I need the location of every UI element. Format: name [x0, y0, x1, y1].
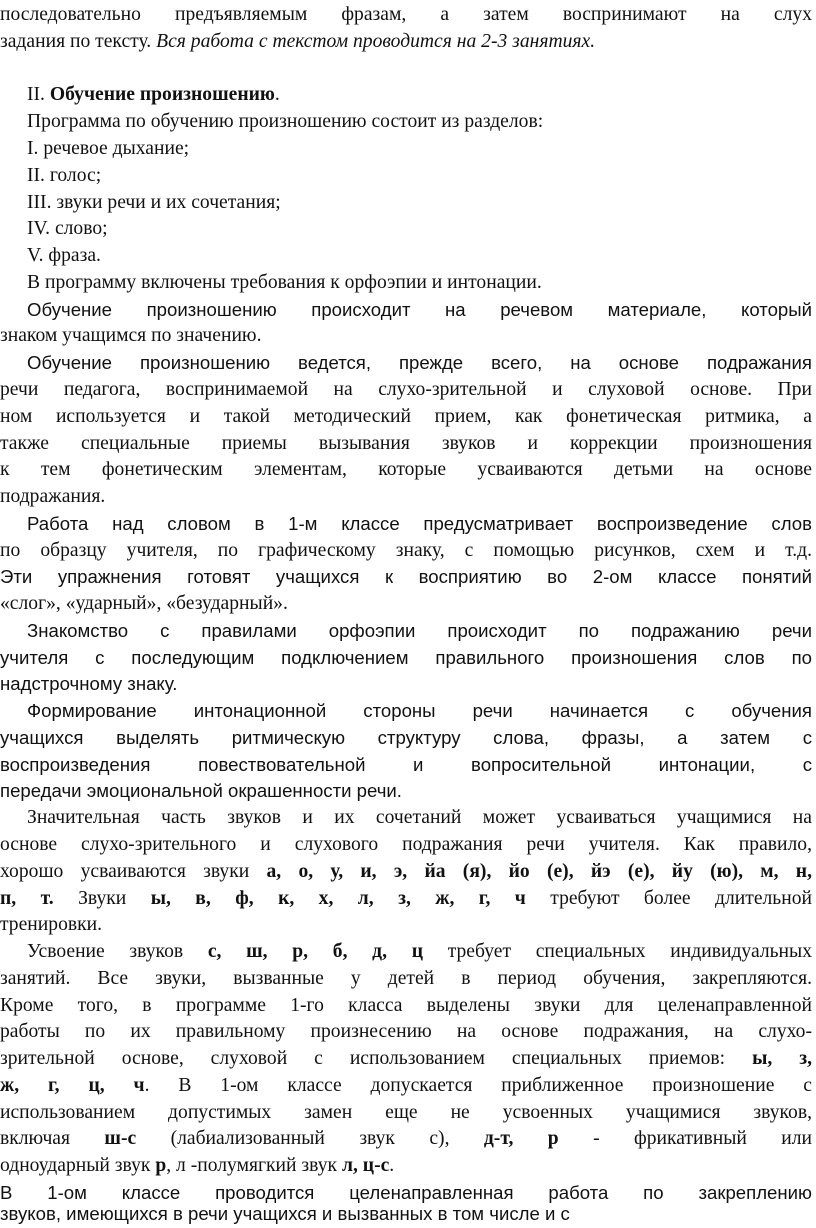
sounds-list: ы, в, ф, к, х, л, з, ж, г, ч — [150, 888, 526, 909]
paragraph-line: Формирование интонационной стороны речи начинается с обучения — [27, 700, 812, 721]
paragraph-line: по образцу учителя, по графическому знаку, с помощью рисунков, схем и т.д. — [0, 540, 812, 561]
paragraph-line: занятий. Все звуки, вызванные у детей в период обучения, закрепляются. — [0, 968, 812, 989]
paragraph-line: работы по их правильному произнесению на основе подражания, на слухо- — [0, 1021, 812, 1042]
paragraph-line: «слог», «ударный», «безударный». — [0, 593, 288, 614]
paragraph-line: включая ш-с (лабиализованный звук с), д-т, р - фрикативный или — [0, 1128, 812, 1149]
program-intro: Программа по обучению произношению состоит из разделов: — [27, 111, 544, 132]
paragraph-line: использованием допустимых замен еще не усвоенных учащимися звуков, — [0, 1102, 812, 1123]
paragraph-line: передачи эмоциональной окрашенности речи. — [0, 780, 402, 801]
paragraph-line: Обучение произношению происходит на речевом материале, который — [27, 299, 812, 320]
paragraph-line: Эти упражнения готовят учащихся к восприятию во 2-ом классе понятий — [0, 566, 812, 587]
paragraph-line: одноударный звук р, л -полумягкий звук л, ц-с. — [0, 1155, 395, 1176]
intro-line: последовательно предъявляемым фразам, а затем воспринимают на слух — [0, 4, 812, 25]
program-item: IV. слово; — [27, 218, 108, 239]
paragraph-line: звуков, имеющихся в речи учащихся и вызванных в том числе и с — [0, 1203, 570, 1224]
section-number: II. — [27, 84, 45, 105]
paragraph-line: к тем фонетическим элементам, которые усваиваются детьми на основе — [0, 459, 812, 480]
requirements-line: В программу включены требования к орфоэпии и интонации. — [27, 272, 542, 293]
paragraph-line: Значительная часть звуков и их сочетаний может усваиваться учащимися на — [27, 807, 812, 828]
paragraph-line: основе слухо-зрительного и слухового подражания речи учителя. Как правило, — [0, 834, 812, 855]
paragraph-line: также специальные приемы вызывания звуков и коррекции произношения — [0, 433, 812, 454]
paragraph-line: ном используется и такой методический прием, как фонетическая ритмика, а — [0, 406, 812, 427]
sounds-list: с, ш, р, б, д, ц — [207, 941, 423, 962]
sounds-list: ш-с — [104, 1128, 137, 1149]
paragraph-line: речи педагога, воспринимаемой на слухо-зрительной и слуховой основе. При — [0, 379, 812, 400]
paragraph-line: учащихся выделять ритмическую структуру слова, фразы, а затем с — [0, 727, 812, 748]
sounds-list: п, т. — [0, 888, 54, 909]
sounds-list: ж, г, ц, ч — [0, 1075, 145, 1096]
program-item: III. звуки речи и их сочетания; — [27, 192, 281, 213]
program-item: II. голос; — [27, 165, 102, 186]
paragraph-line: надстрочному знаку. — [0, 673, 178, 694]
intro-italic-note: Вся работа с текстом проводится на 2-3 занятиях. — [156, 31, 596, 52]
paragraph-line: Усвоение звуков с, ш, р, б, д, ц требует специальных индивидуальных — [27, 941, 812, 962]
sounds-list: ы, з, — [752, 1048, 812, 1069]
paragraph-line: Работа над словом в 1-м классе предусматривает воспроизведение слов — [27, 513, 812, 534]
section-heading: II. Обучение произношению. — [27, 84, 280, 105]
intro-plain: задания по тексту. — [0, 31, 152, 52]
paragraph-line: Обучение произношению ведется, прежде всего, на основе подражания — [27, 352, 812, 373]
paragraph-line: п, т. Звуки ы, в, ф, к, х, л, з, ж, г, ч требуют более длительной — [0, 888, 812, 909]
intro-line — [0, 29, 812, 56]
paragraph-line: знаком учащимся по значению. — [0, 325, 262, 346]
paragraph-line: подражания. — [0, 486, 106, 507]
paragraph-line: Кроме того, в программе 1-го класса выделены звуки для целенаправленной — [0, 995, 812, 1016]
sounds-list: д-т, р — [483, 1128, 559, 1149]
paragraph-line: учителя с последующим подключением правильного произношения слов по — [0, 647, 812, 668]
program-item: I. речевое дыхание; — [27, 138, 190, 159]
paragraph-line: ж, г, ц, ч. В 1-ом классе допускается приближенное произношение с — [0, 1075, 812, 1096]
paragraph-line: воспроизведения повествовательной и вопросительной интонации, с — [0, 754, 812, 775]
program-item: V. фраза. — [27, 245, 101, 266]
paragraph-line: хорошо усваиваются звуки а, о, у, и, э, йа (я), йо (е), йэ (е), йу (ю), м, н, — [0, 861, 812, 882]
paragraph-line: В 1-ом классе проводится целенаправленная работа по закреплению — [0, 1182, 812, 1203]
section-title: Обучение произношению — [49, 84, 275, 105]
sounds-list: а, о, у, и, э, йа (я), йо (е), йэ (е), йу (ю), м, н, — [266, 861, 812, 882]
paragraph-line: зрительной основе, слуховой с использованием специальных приемов: ы, з, — [0, 1048, 812, 1069]
paragraph-line: тренировки. — [0, 914, 103, 935]
paragraph-line: Знакомство с правилами орфоэпии происходит по подражанию речи — [27, 620, 812, 641]
